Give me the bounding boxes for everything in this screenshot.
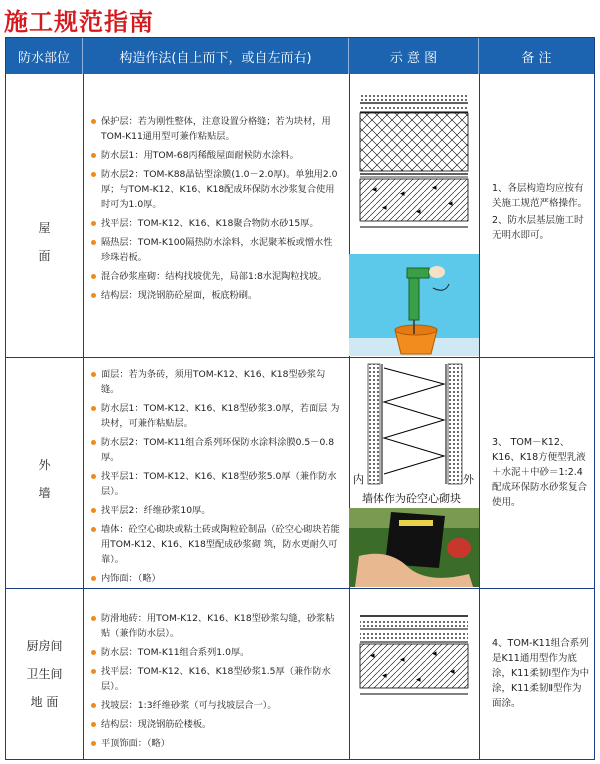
part-line: 厨房间 xyxy=(26,639,63,653)
part-line: 屋 xyxy=(38,221,51,235)
wall-diagram-caption: 墙体作为砼空心砌块 xyxy=(362,492,461,505)
construction-table xyxy=(5,37,595,760)
wall-section-diagram xyxy=(364,362,468,486)
floor-section-diagram xyxy=(354,612,474,702)
header-diagram: 示 意 图 xyxy=(349,38,479,74)
svg-text:◂: ◂ xyxy=(382,203,387,213)
svg-text:◂: ◂ xyxy=(450,667,455,677)
svg-text:◂: ◂ xyxy=(448,199,453,209)
method-item: 防水层：TOM-K11组合系列1.0厚。 xyxy=(91,645,341,660)
row-divider xyxy=(6,357,594,358)
svg-text:◂: ◂ xyxy=(432,183,437,193)
row-floor-note xyxy=(492,636,590,713)
column-divider xyxy=(479,74,480,759)
wall-inside-label: 内 xyxy=(353,473,364,486)
roof-section-diagram xyxy=(352,90,476,238)
note-text: 2、防水层基层施工时无明水即可。 xyxy=(492,215,584,241)
method-item: 找平层2：纤维砂浆10厚。 xyxy=(91,503,341,518)
row-floor-method xyxy=(91,611,341,755)
svg-text:◂: ◂ xyxy=(416,207,421,217)
method-item: 找坡层：1:3纤维砂浆（可与找坡层合一）。 xyxy=(91,698,341,713)
row-wall-method xyxy=(91,367,341,590)
svg-text:◂: ◂ xyxy=(382,671,387,681)
method-item: 防水层1：TOM-K12、K16、K18型砂浆3.0厚，若面层 为块材，可兼作粘贴层。 xyxy=(91,401,341,431)
note-text: 3、 TOM－K12、K16、K18方便型乳液＋水泥＋中砂＝1:2.4配成环保防水砂浆复合使用。 xyxy=(492,437,588,508)
header-method: 构造作法(自上而下，或自左而右) xyxy=(83,38,349,74)
page-title: 施工规范指南 xyxy=(4,8,154,36)
mixing-photo xyxy=(349,254,479,356)
method-item: 结构层：现浇钢筋砼楼板。 xyxy=(91,717,341,732)
wall-outside-label: 外 xyxy=(463,473,474,486)
method-item: 找平层1：TOM-K12、K16、K18型砂浆5.0厚（兼作防水层）。 xyxy=(91,469,341,499)
row-roof-note xyxy=(492,181,590,245)
method-item: 找平层：TOM-K12、K16、K18聚合物防水砂15厚。 xyxy=(91,216,341,231)
product-photo xyxy=(349,508,479,587)
method-item: 面层：若为条砖，须用TOM-K12、K16、K18型砂浆勾缝。 xyxy=(91,367,341,397)
method-item: 找平层：TOM-K12、K16、K18型砂浆1.5厚（兼作防水层）。 xyxy=(91,664,341,694)
column-divider xyxy=(83,74,84,759)
part-line: 卫生间 xyxy=(26,667,63,681)
part-line: 外 xyxy=(38,458,51,472)
note-text: 4、TOM-K11组合系列是K11通用型作为底涂，K11柔韧Ⅰ型作为中涂，K11柔韧Ⅱ型作为面涂。 xyxy=(492,638,590,709)
method-item: 防水层1：用TOM-68丙稀酸屋面耐候防水涂料。 xyxy=(91,148,341,163)
row-roof-part xyxy=(6,214,83,270)
method-item: 防滑地砖：用TOM-K12、K16、K18型砂浆勾缝，砂浆粘贴（兼作防水层）。 xyxy=(91,611,341,641)
row-floor-part xyxy=(6,632,83,716)
svg-text:◂: ◂ xyxy=(416,675,421,685)
svg-text:◂: ◂ xyxy=(400,655,405,665)
column-divider xyxy=(349,74,350,759)
method-item: 保护层：若为刚性整体，注意设置分格缝；若为块材，用TOM-K11通用型可兼作粘贴层。 xyxy=(91,114,341,144)
method-item: 防水层2：TOM-K11组合系列环保防水涂料涂膜0.5－0.8厚。 xyxy=(91,435,341,465)
svg-text:◂: ◂ xyxy=(370,651,375,661)
method-item: 混合砂浆座砌：结构找坡优先，局部1:8水泥陶粒找坡。 xyxy=(91,269,341,284)
method-item: 隔热层：TOM-K100隔热防水涂料，水泥聚苯板或憎水性珍珠岩板。 xyxy=(91,235,341,265)
method-item: 防水层2：TOM-K88晶钻型涂膜(1.0－2.0厚)。单独用2.0厚；与TOM-K12、K16、K18配成环保防水沙浆复合使用时可为1.0厚。 xyxy=(91,167,341,212)
part-line: 面 xyxy=(38,249,51,263)
part-line: 墙 xyxy=(38,486,51,500)
svg-text:◂: ◂ xyxy=(400,189,405,199)
row-wall-part xyxy=(6,451,83,507)
method-item: 结构层：现浇钢筋砼屋面，板底粉刷。 xyxy=(91,288,341,303)
svg-text:◂: ◂ xyxy=(372,185,377,195)
row-wall-note xyxy=(492,435,590,512)
row-roof-method xyxy=(91,114,341,307)
method-item: 墙体：砼空心砌块或粘土砖或陶粒砼制品（砼空心砌块若能用TOM-K12、K16、K18型配成砂浆砌 筑，防水更耐久可靠）。 xyxy=(91,522,341,567)
svg-text:◂: ◂ xyxy=(432,649,437,659)
method-item: 内饰面：（略） xyxy=(91,571,341,586)
part-line: 地 面 xyxy=(30,695,59,709)
note-text: 1、各层构造均应按有关施工规范严格操作。 xyxy=(492,183,588,209)
method-item: 平顶饰面：（略） xyxy=(91,736,341,751)
header-note: 备 注 xyxy=(479,38,594,74)
header-part: 防水部位 xyxy=(6,38,83,74)
